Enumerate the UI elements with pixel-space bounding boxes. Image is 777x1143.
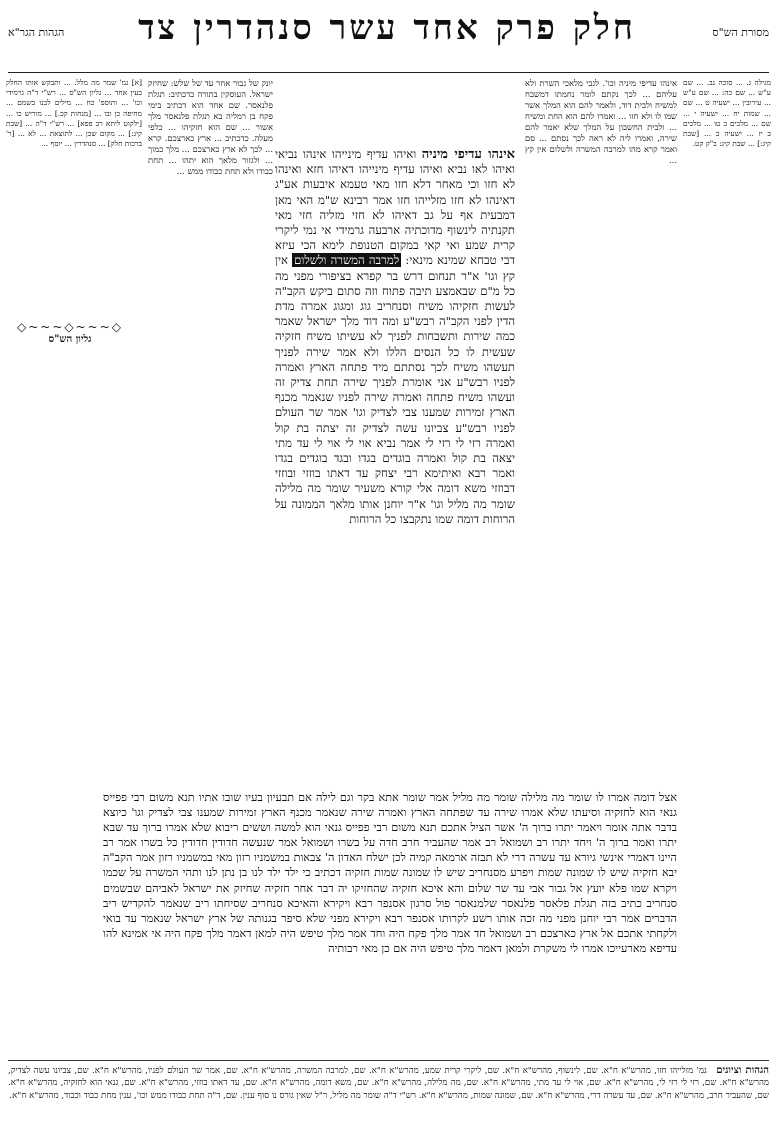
rashi-commentary: אינהו עדיפי מיניה וכו'. לגבי מלאכי השרת ולא עליהם ... לכך נקתם לומר נחמתו דמשבח למשיח ולבית דוד, ולאמר להם הוא המלך אשר שמו לו ולא חזו ... ואמרו להם הוא החת ומשיח ... ולבית החשבון על המלך שלא יאמר להם שירה, ואמרו ליה לא ראה לכך נסתם ... סם ואמר קרא מהו למרבה המשרה ולשלום אין קץ ... bbox=[525, 78, 677, 166]
hagahot-vetziyunim bbox=[8, 1060, 769, 1135]
gilyon-hashas-label: גליון הש"ס bbox=[48, 334, 92, 345]
gemara-text-before: ואיהו עדיף מינייהו אינהו נביאי ואיהו לאו נביא ואיהו עדיף מינייהו דאיהו חזא ואינהו לא חזו וכי מאחר דלא חזו מאי טעמא איבעות אע"ג דאינהו לא חזו מזלייהו חזו אמר רבינא ש"מ האי מאן דמבעית אף על גב דאיהו לא חזי מזליה חזי מאי תקנתיה לינשוף מדוכתיה ארבעה גרמידי אי נמי ליקרי קרית שמע ואי קאי במקום הטנופת לימא הכי עיזא דבי טבחא שמינא מינאי: bbox=[275, 147, 515, 268]
highlighted-phrase: למרבה המשרה ולשלום bbox=[294, 253, 400, 268]
gemara-opening-words: אינהו עדיפי מיניה bbox=[421, 147, 515, 162]
masoret-hashas-column: מגילה ג. ... סוכה נב. ... שם ע"ש ... שם כה: ... שם ע"ש ... עירובין ... ישעיה ט ... שם ... שמות יח ... ישעיה י ... שם ... מלכים ב טו ... מלכים ב יז ... ישעיה כ ... [שבת קיג:] ... שבת קיג: ב"ק קט. bbox=[683, 78, 771, 149]
gemara-text-after: אין קץ וגו' א"ר תנחום דרש בר קפרא בציפורי מפני מה כל מ"ם שבאמצע תיבה פתוח וזה סתום ביקש הקב"ה לעשות חזקיהו משיח וסנחריב גוג ומגוג אמרה מדת הדין לפני הקב"ה רבש"ע ומה דוד מלך ישראל שאמר כמה שירות ותשבחות לפניך לא עשיתו משיח חזקיה שעשית לו כל הנסים הללו ולא אמר שירה לפניך תעשהו משיח לכך נסתתם מיד פתחה הארץ ואמרה לפניו רבש"ע אני אומרת לפניך שירה תחת צדיק זה ועשהו משיח פתחה ואמרה שירה לפניו שנאמר מכנף הארץ זמירות שמענו צבי לצדיק וגו' אמר שר העולם לפניו רבש"ע צביונו עשה לצדיק זה יצתה בת קול ואמרה רזי לי רזי לי אמר נביא אוי לי אוי לי עד מתי יצאה בת קול ואמרה בוגדים בגדו ובגד בוגדים בגדו ואמר רבא ואיתימא רבי יצחק עד דאתו בוזזי ובוזזי דבוזזי משא דומה אלי קורא משעיר שומר מה מלילה שומר מה מליל וגו' א"ר יוחנן אותו מלאך הממונה על הרוחות דומה שמו נתקבצו כל הרוחות bbox=[275, 253, 515, 526]
gilyon-hashas-heading bbox=[10, 320, 130, 345]
hagahot-hagra-label: הגהות הגר"א bbox=[8, 26, 65, 39]
notes-text: גמ' מזלייהו חזו, מהרש"א ח"א. שם, לינשוף, מהרש"א ח"א. שם, ליקרי קרית שמע, מהרש"א ח"א. שם, למרבה המשרה, מהרש"א ח"א. שם, אמר שר העולם לפניו, מהרש"א ח"א. שם, צביונו עשה לצדיק, מהרש"א ח"א. שם, רזי לי רזי לי, מהרש"א ח"א. שם, אוי לי עד מתי, מהרש"א ח"א. שם, מה מלילה, מהרש"א ח"א. שם, משא דומה, מהרש"א ח"א. שם, עד דאתו בוזזי, מהרש"א ח"א. שם, גנאי הוא לחזקיה, מהרש"א ח"א. שם, שהעביר חרב, מהרש"א ח"א. שם, עד עשרה דרי, מהרש"א ח"א. שם, שמונה שמות, מהרש"א ח"א. רש"י ד"ה שומר מה מליל, ר"ל שאין גורס נו סוף ענין. שם, ד"ה תחת כבודו ממש וכו', ענין מחת כבוד וכבוד, מהרש"א ח"א. bbox=[8, 1066, 769, 1101]
gemara-main-text bbox=[275, 147, 515, 787]
notes-label: הגהות וציונים bbox=[716, 1065, 769, 1076]
hagahot-column: [א] גמ' שמר מה מלל. ... ותבקש אותו החלק בעין אחד ... גליון הש"ס ... רש"י ד"ה גרמידי וכו' ... ותוספ' כח ... מילים לבנו בשמם ... מחיפה כן ובו ... [מנחות קכ.] ... מוריש כו ... [ילקוט ליתא רב פפא] ... רש"י ד"ה ... [שבת קיג:] ... מקום שכן ... לתוצאת ... לא ... [ר' ברכות חלק] ... סנהדרין ... יוסף ... bbox=[6, 78, 142, 149]
ornament-divider: ◇~~~◇~~~◇ bbox=[16, 320, 123, 334]
masoret-hashas-label: מסורת הש"ס bbox=[712, 26, 769, 39]
page-title: חלק פרק אחד עשר סנהדרין צד bbox=[138, 8, 636, 48]
header-rule bbox=[8, 72, 769, 73]
gemara-continuation: אצל דומה אמרו לו שומר מה מלילה שומר מה מליל אמר שומר אתא בקר וגם לילה אם תבעיון בעיו שובו אתיו תנא משום רבי פפייס גנאי הוא לחזקיה וסיעתו שלא אמרו שירה עד שפתחה הארץ ואמרה שירה שנאמר מכנף הארץ זמירות שמענו צבי לצדיק וגו' כיוצא בדבר אתה אומר ויאמר יתרו ברוך ה' אשר הציל אתכם תנא משום רבי פפייס גנאי הוא למשה וששים ריבוא שלא אמרו ברוך עד שבא יתרו ואמר ברוך ה' ויחד יתרו רב ושמואל רב אמר שהעביר חרב חדה על בשרו ושמואל אמר שנעשה חדודין חדודין כל בשרו אמר רב היינו דאמרי אינשי גיורא עד עשרה דרי לא תבזה ארמאה קמיה לכן ישלח האדון ה' צבאות במשמניו רזון מאי במשמניו רזון אמר הקב"ה יבא חזקיה שיש לו שמונה שמות ויפרע מסנחריב שיש לו שמונה שמות חזקיה דכתיב כי ילד ילד לנו בן נתן לנו ותהי המשרה על שכמו ויקרא שמו פלא יועץ אל גבור אבי עד שר שלום והא איכא חזקיה שהחזיקו יה דבר אחר חזקיה שחיזק את ישראל לאביהם שבשמים סנחריב כתיב בזה תגלת פלאסר פלנאסר שלמנאסר פול סרגון אסנפר רבא ויקירא והאיכא סנחריב שסיחתו ריב שנאמר להקדיש ריב הדברים אמר רבי יוחנן מפני מה זכה אותו רשע לקרותו אסנפר רבא ויקירא מפני שלא סיפר בגנותה של ארץ ישראל שנאמר עד בואי ולקחתי אתכם אל ארץ כארצכם רב ושמואל חד אמר מלך פקח היה וחד אמר מלך טיפש היה למאן דאמר מלך פקח היה אי אמינא להו עדיפא מארעייכו אמרו לי משקרת ולמאן דאמר מלך טיפש היה אם כן מאי רבותיה bbox=[103, 791, 677, 955]
page-header bbox=[0, 8, 777, 72]
tosafot-commentary: יונק של גבור אחר עד של שלש: שחיזק ישראל. העוסקין בתורה כדכתיב: תגלת פלנאסר. שם אחד הוא דכתיב בימי פקח בן רמליה בא תגלת פלנאסר מלך אשור ... שם הוא חזקיהו ... כלפי מעלה. כדכתיב ... ארץ כארצכם. קרא ... לכך לא ארץ כארצכם ... מלך כמוך ... ולגזור מלאך הוא יתהו ... תחת כבודו ולא תחת כבודו ממש ... bbox=[148, 78, 273, 177]
